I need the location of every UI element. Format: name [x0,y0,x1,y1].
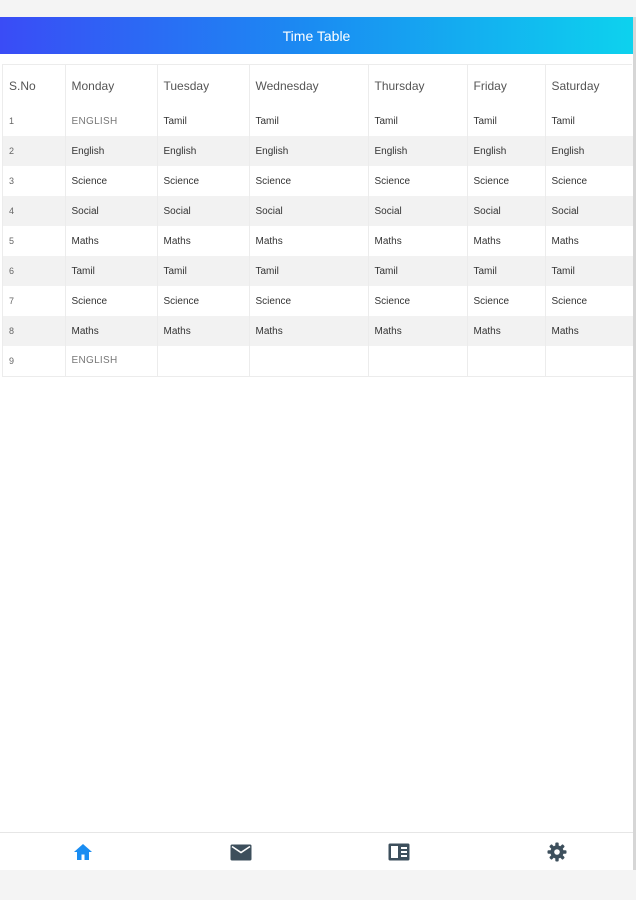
cell-friday: Tamil [467,106,545,136]
cell-thursday: Maths [368,316,467,346]
cell-sno: 2 [3,136,65,166]
cell-wednesday: Tamil [249,106,368,136]
cell-friday: Tamil [467,256,545,286]
table-row [3,136,633,166]
cell-saturday: Social [545,196,633,226]
table-row [3,316,633,346]
cell-sno: 9 [3,346,65,376]
cell-wednesday: English [249,136,368,166]
cell-tuesday: Science [157,286,249,316]
cell-sno: 4 [3,196,65,226]
cell-saturday: Science [545,166,633,196]
table-row [3,226,633,256]
cell-tuesday: Tamil [157,106,249,136]
cell-wednesday: Social [249,196,368,226]
table-row [3,196,633,226]
column-header-saturday: Saturday [545,65,633,106]
cell-monday: Tamil [65,256,157,286]
table-row [3,106,633,136]
home-icon [73,843,93,861]
nav-home[interactable] [58,833,108,870]
book-icon [388,843,410,861]
cell-saturday: Tamil [545,256,633,286]
cell-wednesday: Science [249,286,368,316]
cell-friday [467,346,545,376]
cell-thursday: English [368,136,467,166]
cell-monday: ENGLISH [65,346,157,376]
timetable [2,64,632,377]
cell-sno: 3 [3,166,65,196]
cell-monday: Maths [65,226,157,256]
cell-monday: Science [65,286,157,316]
cell-saturday: English [545,136,633,166]
cell-tuesday: Tamil [157,256,249,286]
cell-sno: 1 [3,106,65,136]
cell-monday: English [65,136,157,166]
mail-icon [230,844,252,861]
cell-tuesday: Social [157,196,249,226]
cell-saturday: Maths [545,226,633,256]
cell-monday: Maths [65,316,157,346]
cell-friday: English [467,136,545,166]
cell-wednesday [249,346,368,376]
cell-thursday [368,346,467,376]
table-header-row [3,65,633,106]
cell-thursday: Tamil [368,106,467,136]
cell-sno: 7 [3,286,65,316]
table-row [3,346,633,376]
gear-icon [547,842,567,862]
cell-thursday: Tamil [368,256,467,286]
cell-monday: ENGLISH [65,106,157,136]
cell-sno: 6 [3,256,65,286]
nav-mail[interactable] [216,833,266,870]
cell-saturday: Tamil [545,106,633,136]
cell-thursday: Science [368,286,467,316]
cell-saturday: Maths [545,316,633,346]
column-header-sno: S.No [3,65,65,106]
column-header-thursday: Thursday [368,65,467,106]
cell-saturday: Science [545,286,633,316]
cell-thursday: Science [368,166,467,196]
column-header-monday: Monday [65,65,157,106]
cell-friday: Social [467,196,545,226]
cell-tuesday: Maths [157,226,249,256]
cell-tuesday: Science [157,166,249,196]
cell-monday: Science [65,166,157,196]
cell-sno: 5 [3,226,65,256]
column-header-wednesday: Wednesday [249,65,368,106]
cell-sno: 8 [3,316,65,346]
cell-friday: Maths [467,316,545,346]
nav-settings[interactable] [532,833,582,870]
cell-friday: Science [467,166,545,196]
nav-book[interactable] [374,833,424,870]
cell-friday: Science [467,286,545,316]
cell-wednesday: Tamil [249,256,368,286]
app-screen [0,17,636,870]
timetable-table [3,65,634,377]
cell-monday: Social [65,196,157,226]
cell-wednesday: Maths [249,226,368,256]
cell-tuesday: Maths [157,316,249,346]
cell-wednesday: Science [249,166,368,196]
column-header-tuesday: Tuesday [157,65,249,106]
cell-thursday: Social [368,196,467,226]
cell-saturday [545,346,633,376]
header-bar [0,17,633,54]
cell-thursday: Maths [368,226,467,256]
bottom-nav [0,832,633,870]
cell-tuesday [157,346,249,376]
cell-wednesday: Maths [249,316,368,346]
table-row [3,286,633,316]
cell-friday: Maths [467,226,545,256]
table-row [3,166,633,196]
column-header-friday: Friday [467,65,545,106]
table-row [3,256,633,286]
page-title: Time Table [282,27,351,44]
cell-tuesday: English [157,136,249,166]
